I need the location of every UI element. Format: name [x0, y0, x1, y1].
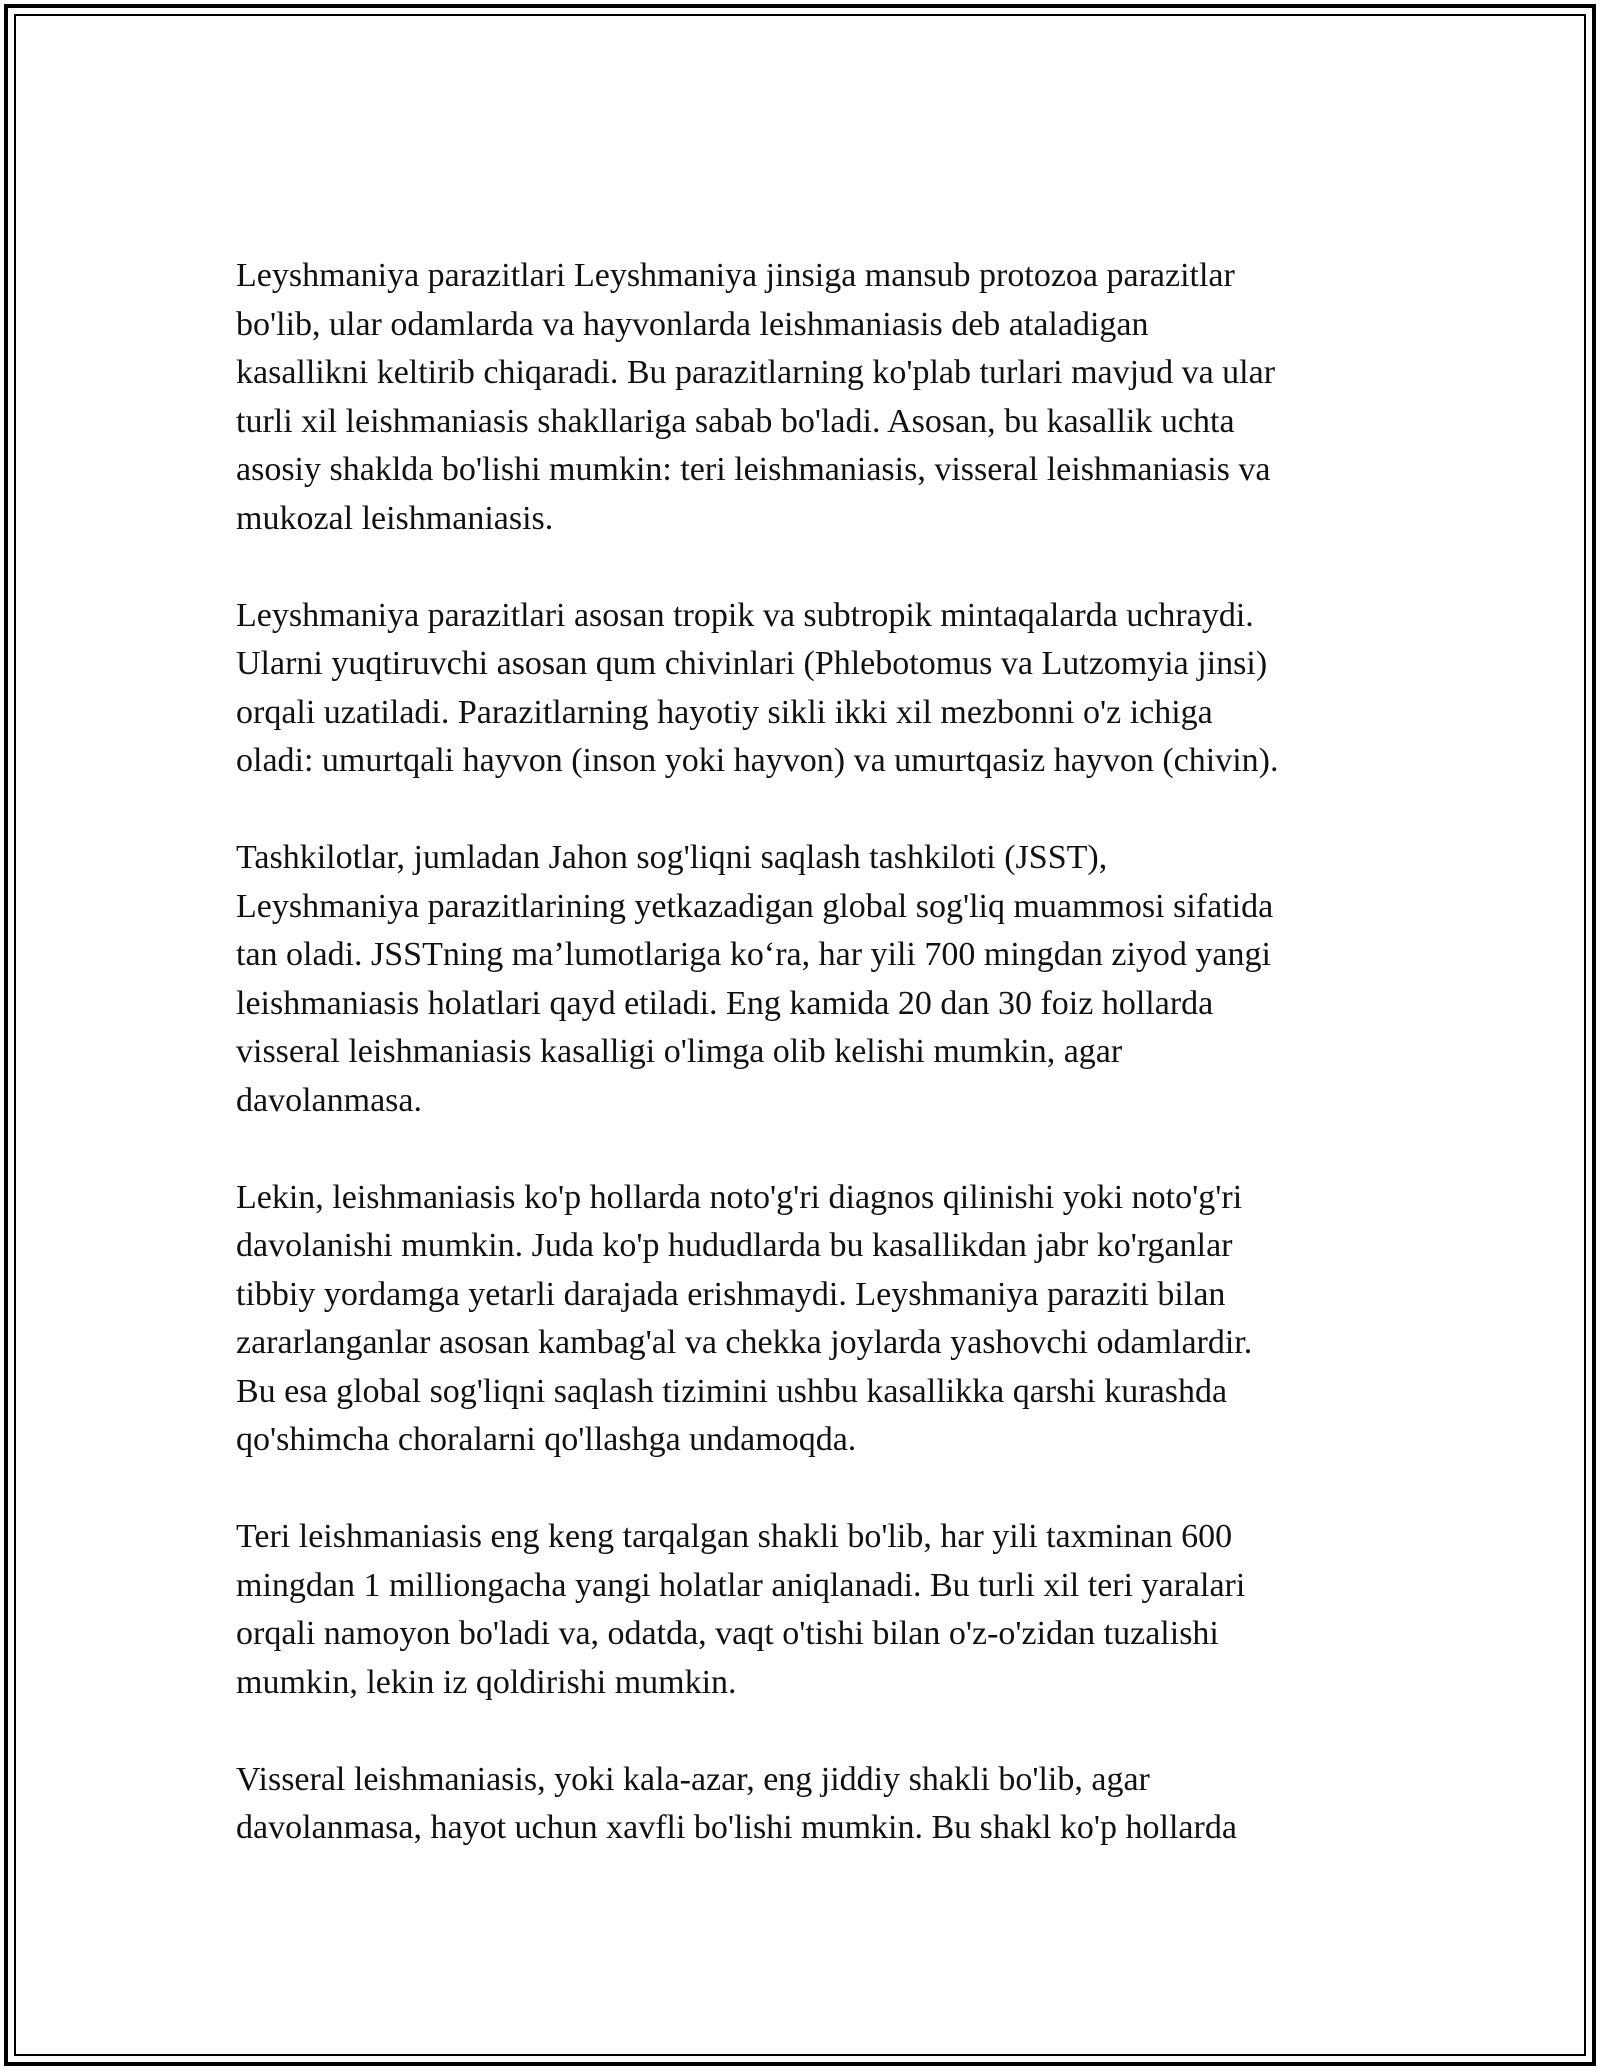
text-line: Teri leishmaniasis eng keng tarqalgan shakli bo'lib, har yili taxminan 600	[236, 1518, 1233, 1555]
text-line: Leyshmaniya parazitlari Leyshmaniya jinsiga mansub protozoa parazitlar	[236, 257, 1235, 294]
paragraph-5	[236, 1513, 1366, 1707]
text-line: oladi: umurtqali hayvon (inson yoki hayvon) va umurtqasiz hayvon (chivin).	[236, 742, 1279, 779]
text-line: mumkin, lekin iz qoldirishi mumkin.	[236, 1663, 737, 1701]
paragraph-1	[236, 252, 1366, 543]
text-line: visseral leishmaniasis kasalligi o'limga olib kelishi mumkin, agar	[236, 1033, 1123, 1070]
text-line: asosiy shaklda bo'lishi mumkin: teri leishmaniasis, visseral leishmaniasis va	[236, 451, 1271, 488]
text-line: Bu esa global sog'liqni saqlash tizimini ushbu kasallikka qarshi kurashda	[236, 1372, 1228, 1410]
text-line: Tashkilotlar, jumladan Jahon sog'liqni saqlash tashkiloti (JSST),	[236, 839, 1108, 876]
text-line: davolanishi mumkin. Juda ko'p hududlarda bu kasallikdan jabr ko'rganlar	[236, 1227, 1233, 1264]
paragraph-6	[236, 1756, 1366, 1853]
text-line: mingdan 1 milliongacha yangi holatlar aniqlanadi. Bu turli xil teri yaralari	[236, 1566, 1246, 1604]
text-line: davolanmasa, hayot uchun xavfli bo'lishi mumkin. Bu shakl ko'p hollarda	[236, 1809, 1237, 1846]
text-line: leishmaniasis holatlari qayd etiladi. Eng kamida 20 dan 30 foiz hollarda	[236, 984, 1214, 1022]
text-line: orqali uzatiladi. Parazitlarning hayotiy sikli ikki xil mezbonni o'z ichiga	[236, 693, 1213, 731]
paragraph-3	[236, 834, 1366, 1125]
text-line: tan oladi. JSSTning ma’lumotlariga ko‘ra, har yili 700 mingdan ziyod yangi	[236, 936, 1271, 973]
text-line: Leyshmaniya parazitlarining yetkazadigan global sog'liq muammosi sifatida	[236, 887, 1274, 925]
text-line: bo'lib, ular odamlarda va hayvonlarda leishmaniasis deb ataladigan	[236, 305, 1149, 343]
text-line: Visseral leishmaniasis, yoki kala-azar, eng jiddiy shakli bo'lib, agar	[236, 1760, 1150, 1798]
text-line: Lekin, leishmaniasis ko'p hollarda noto'g'ri diagnos qilinishi yoki noto'g'ri	[236, 1178, 1243, 1216]
text-line: davolanmasa.	[236, 1081, 422, 1119]
text-line: turli xil leishmaniasis shakllariga sabab bo'ladi. Asosan, bu kasallik uchta	[236, 402, 1235, 440]
paragraph-2	[236, 592, 1366, 786]
text-line: kasallikni keltirib chiqaradi. Bu parazitlarning ko'plab turlari mavjud va ular	[236, 354, 1276, 391]
document-body	[236, 252, 1366, 1853]
text-line: zararlanganlar asosan kambag'al va chekka joylarda yashovchi odamlardir.	[236, 1324, 1253, 1361]
text-line: orqali namoyon bo'ladi va, odatda, vaqt o'tishi bilan o'z-o'zidan tuzalishi	[236, 1615, 1219, 1652]
text-line: tibbiy yordamga yetarli darajada erishmaydi. Leyshmaniya paraziti bilan	[236, 1275, 1226, 1313]
text-line: Leyshmaniya parazitlari asosan tropik va subtropik mintaqalarda uchraydi.	[236, 596, 1254, 634]
paragraph-4	[236, 1174, 1366, 1465]
text-line: qo'shimcha choralarni qo'llashga undamoqda.	[236, 1421, 857, 1458]
text-line: Ularni yuqtiruvchi asosan qum chivinlari (Phlebotomus va Lutzomyia jinsi)	[236, 645, 1268, 682]
text-line: mukozal leishmaniasis.	[236, 499, 554, 537]
